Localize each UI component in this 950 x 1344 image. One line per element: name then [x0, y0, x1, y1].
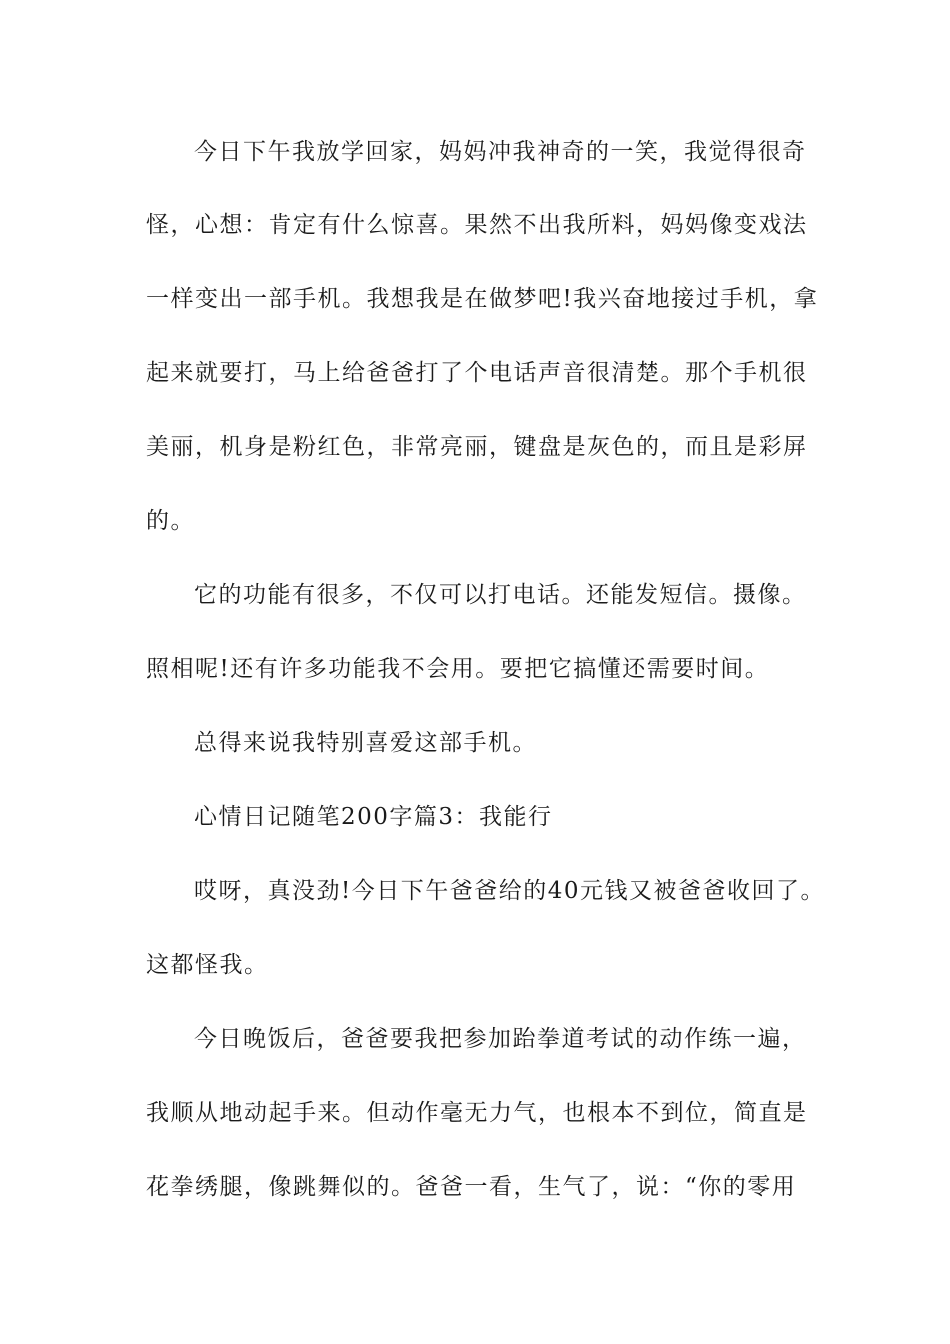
text-line: 花拳绣腿，像跳舞似的。爸爸一看，生气了，说：“你的零用: [146, 1174, 797, 1200]
text-line: 怪，心想：肯定有什么惊喜。果然不出我所料，妈妈像变戏法: [146, 212, 808, 238]
text-line: 一样变出一部手机。我想我是在做梦吧!我兴奋地接过手机，拿: [146, 286, 819, 312]
text-line: 起来就要打，马上给爸爸打了个电话声音很清楚。那个手机很: [146, 360, 808, 386]
text-line: 的。: [146, 508, 195, 534]
text-line: 总得来说我特别喜爱这部手机。: [194, 730, 537, 756]
text-line: 今日晚饭后，爸爸要我把参加跆拳道考试的动作练一遍，: [194, 1026, 807, 1052]
text-line: 美丽，机身是粉红色，非常亮丽，键盘是灰色的，而且是彩屏: [146, 434, 808, 460]
text-line: 哎呀，真没劲!今日下午爸爸给的40元钱又被爸爸收回了。: [194, 878, 826, 904]
section-heading: 心情日记随笔200字篇3：我能行: [194, 804, 553, 830]
text-line: 今日下午我放学回家，妈妈冲我神奇的一笑，我觉得很奇: [194, 139, 807, 165]
text-line: 它的功能有很多，不仅可以打电话。还能发短信。摄像。: [194, 582, 807, 608]
text-line: 我顺从地动起手来。但动作毫无力气，也根本不到位，简直是: [146, 1100, 808, 1126]
text-line: 这都怪我。: [146, 952, 269, 978]
text-line: 照相呢!还有许多功能我不会用。要把它搞懂还需要时间。: [146, 656, 770, 682]
